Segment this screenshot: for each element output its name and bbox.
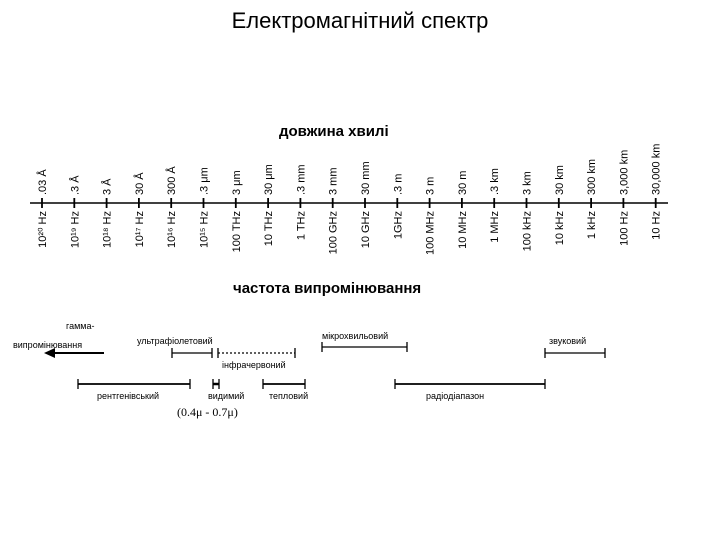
radio-label: радіодіапазон xyxy=(426,391,485,401)
wavelength-tick-label: .3 mm xyxy=(295,164,308,195)
wavelength-tick-label: 30 mm xyxy=(360,161,372,195)
band-labels xyxy=(13,321,586,419)
spectrum-bands xyxy=(44,342,605,389)
frequency-tick-label: 10 Hz xyxy=(650,211,663,240)
visible-label: видимий xyxy=(208,391,245,401)
wavelength-tick-label: .03 Å xyxy=(37,169,49,195)
microwave-label: мікрохвильовий xyxy=(322,331,389,341)
infrared-label: інфрачервоний xyxy=(222,360,286,370)
frequency-tick-label: 10 MHz xyxy=(456,211,469,249)
frequency-tick-label: 10¹⁸ Hz xyxy=(101,211,114,249)
frequency-tick-label: 10¹⁷ Hz xyxy=(133,211,146,248)
wavelength-tick-label: 30 μm xyxy=(263,164,276,195)
frequency-tick-label: 10²⁰ Hz xyxy=(37,211,49,248)
frequency-tick-label: 1 THz xyxy=(295,211,308,241)
wavelength-heading: довжина хвилі xyxy=(279,123,389,140)
frequency-tick-label: 100 MHz xyxy=(424,211,437,256)
wavelength-tick-label: 3,000 km xyxy=(618,149,631,195)
ultraviolet-label: ультрафіолетовий xyxy=(137,336,213,346)
frequency-tick-label: 10 kHz xyxy=(553,211,566,246)
frequency-tick-label: 100 GHz xyxy=(327,211,340,255)
wavelength-tick-label: 30 m xyxy=(456,170,469,195)
frequency-heading: частота випромінювання xyxy=(233,280,422,297)
sound-label: звуковий xyxy=(549,336,587,346)
frequency-tick-label: 1GHz xyxy=(392,211,405,240)
frequency-tick-label: 100 THz xyxy=(230,211,243,253)
wavelength-tick-label: .3 m xyxy=(392,173,405,195)
wavelength-tick-label: .3 Å xyxy=(69,175,82,195)
wavelength-tick-label: 3 km xyxy=(521,171,534,195)
frequency-tick-label: 1 MHz xyxy=(489,211,502,243)
visible-range-label: (0.4μ - 0.7μ) xyxy=(177,405,238,419)
frequency-tick-label: 1 kHz xyxy=(586,211,599,240)
wavelength-tick-label: 300 km xyxy=(586,158,599,195)
frequency-tick-label: 100 kHz xyxy=(521,211,534,252)
wavelength-tick-label: 30 Å xyxy=(133,172,146,195)
gamma-label-bottom: випромінювання xyxy=(13,340,83,350)
wavelength-tick-label: 3 μm xyxy=(230,170,243,195)
page-title: Електромагнітний спектр xyxy=(231,8,489,33)
wavelength-tick-label: 3 Å xyxy=(101,178,114,195)
wavelength-tick-label: 30,000 km xyxy=(650,143,663,195)
wavelength-tick-label: .3 km xyxy=(489,168,502,195)
spectrum-scale xyxy=(30,144,668,255)
wavelength-tick-label: 3 mm xyxy=(327,167,340,195)
wavelength-tick-label: 30 km xyxy=(553,165,566,195)
thermal-label: тепловий xyxy=(269,391,309,401)
frequency-tick-label: 10¹⁶ Hz xyxy=(166,211,179,248)
frequency-tick-label: 10 THz xyxy=(263,211,276,247)
frequency-tick-label: 100 Hz xyxy=(618,211,631,246)
wavelength-tick-label: .3 μm xyxy=(198,167,211,195)
xray-label: рентгенівський xyxy=(97,391,160,401)
frequency-tick-label: 10¹⁹ Hz xyxy=(69,211,82,249)
gamma-label-top: гамма- xyxy=(66,321,95,331)
wavelength-tick-label: 300 Å xyxy=(166,166,179,195)
wavelength-tick-label: 3 m xyxy=(424,176,437,195)
frequency-tick-label: 10¹⁵ Hz xyxy=(198,211,211,248)
frequency-tick-label: 10 GHz xyxy=(360,211,372,249)
